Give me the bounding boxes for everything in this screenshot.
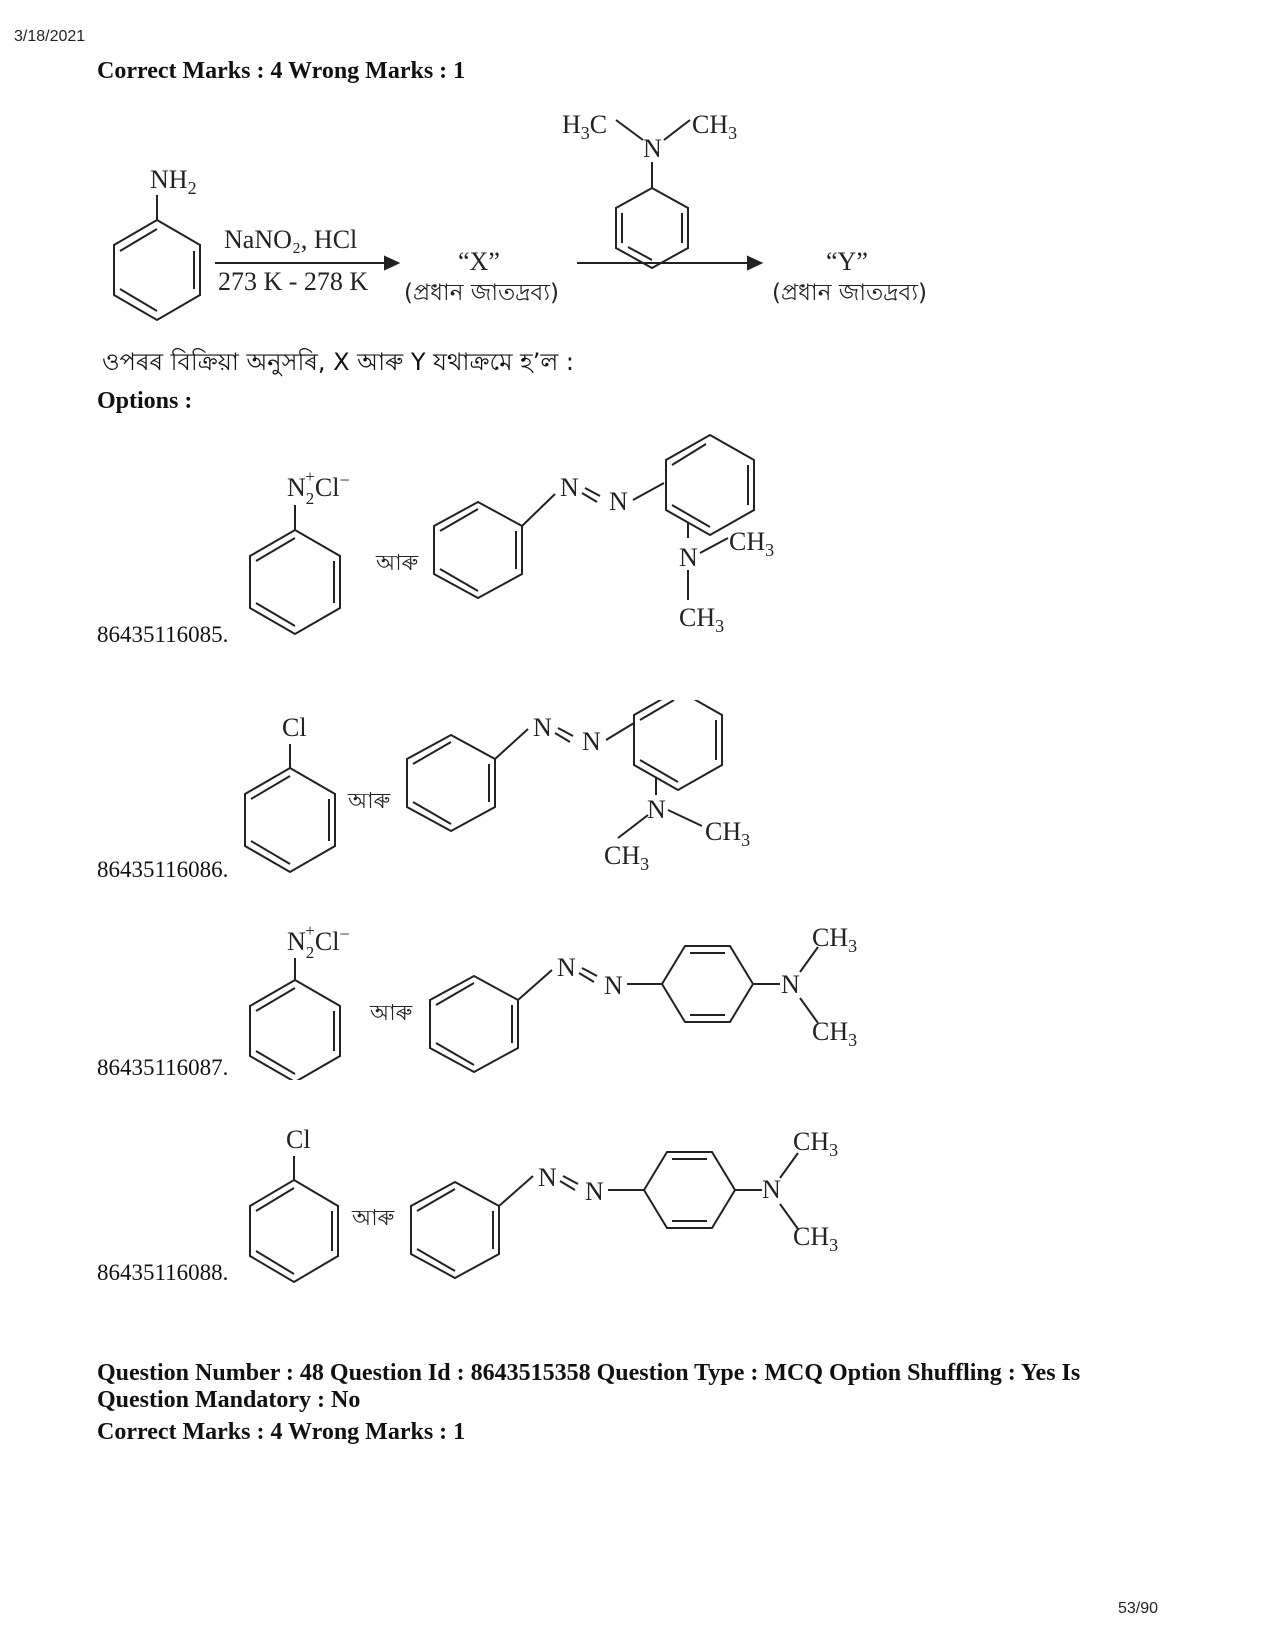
option-2-id: 86435116086. [97,857,229,882]
question-text: ওপৰৰ বিক্ৰিয়া অনুসৰি, X আৰু Y যথাক্ৰমে হ’ল : [102,348,574,376]
svg-text:H3C: $H_3C$ [562,110,608,143]
option-1-structures [0,430,1275,650]
svg-text:CH3: $CH_3$ [793,1222,839,1255]
svg-text:N2+Cl−: $N_2+Cl^-$ [287,467,350,508]
reagent-bottom: 273 K - 278 K [218,267,369,296]
x-major-product: (প্ৰধান জাতদ্ৰব্য) [404,280,559,306]
reaction-scheme [0,100,1275,330]
svg-text:Cl: Cl [286,1125,311,1154]
option-3-conjunction: আৰু [370,1001,413,1026]
svg-text:N: N [604,971,623,1000]
print-date: 3/18/2021 [14,28,86,45]
svg-text:NH2: $NH_2$ [150,165,197,198]
svg-text:N2+Cl−: $N_2+Cl^-$ [287,921,350,962]
next-question-line1: Question Number : 48 Question Id : 8643515358 Question Type : MCQ Option Shuffling : Yes Is [97,1360,1081,1386]
y-major-product: (প্ৰধান জাতদ্ৰব্য) [772,280,927,306]
svg-text:CH3: $CH_3$ [812,1017,858,1050]
svg-text:CH3: $CH_3$ [705,817,751,850]
page-number: 53/90 [1118,1600,1159,1617]
svg-text:N: N [582,727,601,756]
aniline-structure [114,165,200,320]
svg-text:N: N [643,134,662,163]
next-question-marks: Correct Marks : 4 Wrong Marks : 1 [97,1419,466,1445]
y-label: “Y” [826,247,868,276]
x-label: “X” [458,247,500,276]
svg-text:N: N [679,543,698,572]
option-1-conjunction: আৰু [376,551,419,576]
svg-text:N: N [557,953,576,982]
svg-text:CH3: $CH_3$ [604,841,650,874]
option-2-conjunction: আৰু [348,789,391,814]
svg-text:Cl: Cl [282,713,307,742]
svg-text:CH3: $CH_3$ [812,923,858,956]
option-3-id: 86435116087. [97,1055,229,1080]
svg-text:N: N [609,487,628,516]
options-label: Options : [97,388,193,414]
svg-text:N: N [781,970,800,999]
svg-text:CH3: $CH_3$ [679,603,725,636]
svg-text:CH3: $CH_3$ [793,1127,839,1160]
svg-text:CH3: $CH_3$ [729,527,775,560]
next-question-line2: Question Mandatory : No [97,1387,361,1413]
svg-text:N: N [538,1163,557,1192]
marks-line: Correct Marks : 4 Wrong Marks : 1 [97,58,466,84]
svg-text:N: N [647,795,666,824]
svg-text:N: N [762,1175,781,1204]
option-4-id: 86435116088. [97,1260,229,1285]
option-1-id: 86435116085. [97,622,229,647]
option-4-conjunction: আৰু [352,1206,395,1231]
svg-text:N: N [533,713,552,742]
svg-text:N: N [585,1177,604,1206]
reagent-top: NaNO₂, HCl [224,225,358,254]
svg-text:N: N [560,473,579,502]
svg-text:CH3: $CH_3$ [692,110,738,143]
dimethylaniline-structure [562,110,737,268]
